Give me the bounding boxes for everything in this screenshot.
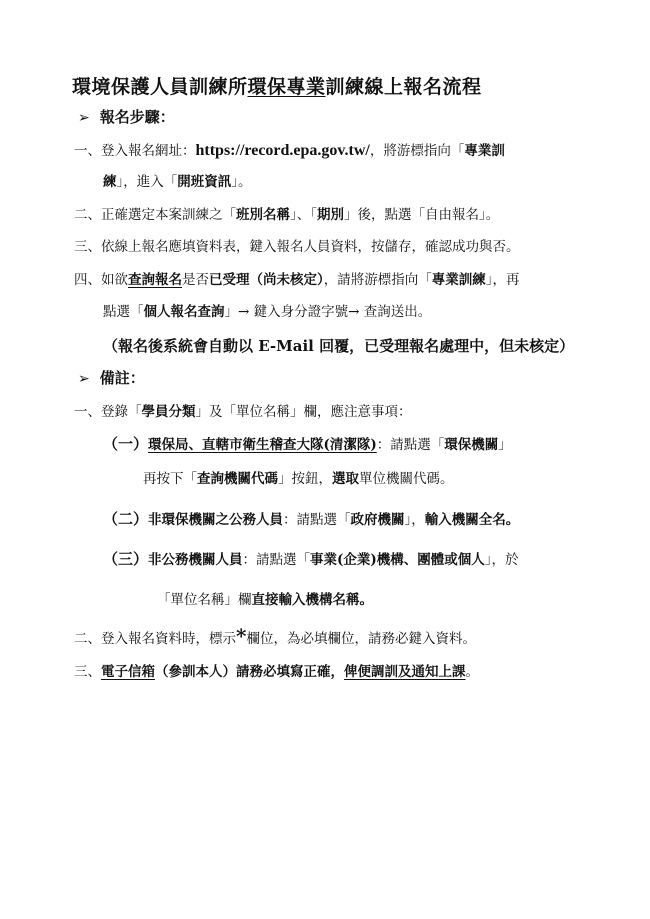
- note-2-text-a: 登入報名資料時，標示: [101, 631, 236, 647]
- sub-2-text-e: 輸入機關全名。: [424, 512, 520, 528]
- page-title: [72, 72, 592, 99]
- note-3-text-c: 請務必填寫正確，: [236, 664, 344, 680]
- note-1-sub-2: [103, 509, 519, 530]
- sub-3-text-a: 非公務機關人員: [148, 552, 243, 568]
- step-1-text-c: 專業訓: [464, 143, 505, 159]
- note-1-sub-1-cont: [143, 469, 454, 489]
- step-3-text-a: 依線上報名應填資料表，鍵入報名人員資料，按儲存，確認成功與否。: [101, 239, 520, 255]
- step-2: [74, 205, 499, 225]
- note-1-num: 一、: [74, 404, 101, 420]
- sub-2-text-b: ：請點選「: [283, 512, 351, 528]
- step-4-text-b: 查詢報名: [128, 272, 182, 288]
- sub-1-text-d: 」: [498, 437, 512, 453]
- step-2-num: 二、: [74, 207, 101, 223]
- note-3-text-d: 俾便調訓及通知上課: [344, 664, 466, 680]
- note-1-text-b: 學員分類: [141, 404, 196, 420]
- note-3-text-b: （參訓本人）: [155, 664, 236, 680]
- sub-1-label: （一）: [103, 435, 149, 453]
- note-2-num: 二、: [74, 631, 101, 647]
- sub-1-text-i: 單位機關代碼。: [359, 471, 454, 487]
- arrow-bullet-icon: ➢: [78, 110, 90, 126]
- sub-1-text-h: 選取: [332, 471, 359, 487]
- sub-2-text-c: 政府機關: [350, 512, 405, 528]
- step-2-text-d: 期別: [317, 207, 344, 223]
- step-3: [74, 237, 520, 257]
- sub-3-label: （三）: [103, 550, 149, 568]
- sub-3-text-e: 「單位名稱」欄: [157, 592, 252, 608]
- note-1-text-c: 」及「單位名稱」欄，應注意事項：: [195, 404, 412, 420]
- step-1-cont: [103, 172, 252, 192]
- sub-1-text-b: ：請點選「: [376, 437, 445, 453]
- step-4-text-c: 是否: [182, 272, 209, 288]
- sub-1-text-g: 」按鈕，: [278, 471, 332, 487]
- note-1-sub-1: [103, 434, 512, 455]
- title-part2: 環保專業: [247, 76, 326, 98]
- required-star-icon: *: [236, 624, 247, 648]
- step-2-text-e: 」後，點選「自由報名」。: [344, 207, 500, 223]
- step-4-text-d: 已受理（尚未核定）: [209, 272, 324, 288]
- step-4-num: 四、: [74, 272, 101, 288]
- step-3-num: 三、: [74, 239, 101, 255]
- note-3-num: 三、: [74, 664, 101, 680]
- title-part1: 環境保護人員訓練所: [72, 76, 248, 98]
- step-1-text-f: 開班資訊: [177, 174, 232, 190]
- note-1-sub-3: [103, 549, 519, 570]
- step-4: [74, 270, 520, 290]
- note-3: [74, 662, 479, 682]
- notes-heading: [78, 368, 145, 389]
- step-4-text-i: 個人報名查詢: [143, 304, 225, 320]
- step-4-text-g: 」，再: [485, 272, 520, 288]
- step-1-num: 一、: [74, 143, 101, 159]
- step-4-text-h: 點選「: [103, 304, 144, 320]
- sub-3-text-d: 」，於: [484, 552, 519, 568]
- note-2: [74, 624, 476, 649]
- note-1: [74, 402, 412, 422]
- note-3-text-e: 。: [465, 664, 479, 680]
- sub-2-text-a: 非環保機關之公務人員: [148, 512, 284, 528]
- steps-heading: [78, 107, 175, 128]
- arrow-bullet-icon: ➢: [78, 371, 90, 387]
- sub-1-text-a: 環保局、直轄市衛生稽查大隊(清潔隊): [148, 437, 377, 453]
- title-part3: 訓練線上報名流程: [325, 76, 482, 98]
- step-4-text-j: 」→ 鍵入身分證字號→ 查詢送出。: [224, 304, 432, 320]
- sub-1-text-c: 環保機關: [444, 437, 499, 453]
- step-1-text-g: 」。: [231, 174, 252, 190]
- step-2-text-a: 正確選定本案訓練之「: [101, 207, 236, 223]
- step-1-text-e: 」，進入「: [116, 174, 178, 190]
- email-reply-note: （報名後系統會自動以 E-Mail 回覆，已受理報名處理中，但未核定）: [103, 337, 575, 355]
- sub-3-text-c: 事業(企業)機構、團體或個人: [310, 552, 485, 568]
- sub-2-label: （二）: [103, 510, 149, 528]
- step-4-text-a: 如欲: [101, 272, 128, 288]
- sub-2-text-d: 」，: [404, 512, 425, 528]
- sub-1-text-f: 查詢機關代碼: [197, 471, 278, 487]
- note-1-sub-3-cont: [157, 590, 373, 610]
- note-2-text-b: 欄位，為必填欄位，請務必鍵入資料。: [246, 631, 476, 647]
- sub-3-text-f: 直接輸入機構名稱。: [251, 592, 373, 608]
- registration-url: https://record.epa.gov.tw/: [195, 142, 370, 159]
- step-1-text-d: 練: [103, 174, 117, 190]
- sub-3-text-b: ：請點選「: [242, 552, 311, 568]
- sub-1-text-e: 再按下「: [143, 471, 197, 487]
- note-1-text-a: 登錄「: [101, 404, 142, 420]
- step-4-cont: [103, 302, 431, 322]
- step-2-text-c: 」、「: [290, 207, 317, 223]
- step-4-text-f: 專業訓練: [431, 272, 486, 288]
- step-1-text-b: ，將游標指向「: [369, 143, 465, 159]
- step-1: [74, 141, 505, 161]
- note-3-text-a: 電子信箱: [101, 664, 155, 680]
- notes-heading-text: 備註：: [99, 369, 145, 387]
- steps-heading-text: 報名步驟：: [99, 108, 175, 126]
- step-1-text-a: 登入報名網址：: [101, 143, 196, 159]
- step-4-text-e: ，請將游標指向「: [323, 272, 432, 288]
- step-2-text-b: 班別名稱: [236, 207, 290, 223]
